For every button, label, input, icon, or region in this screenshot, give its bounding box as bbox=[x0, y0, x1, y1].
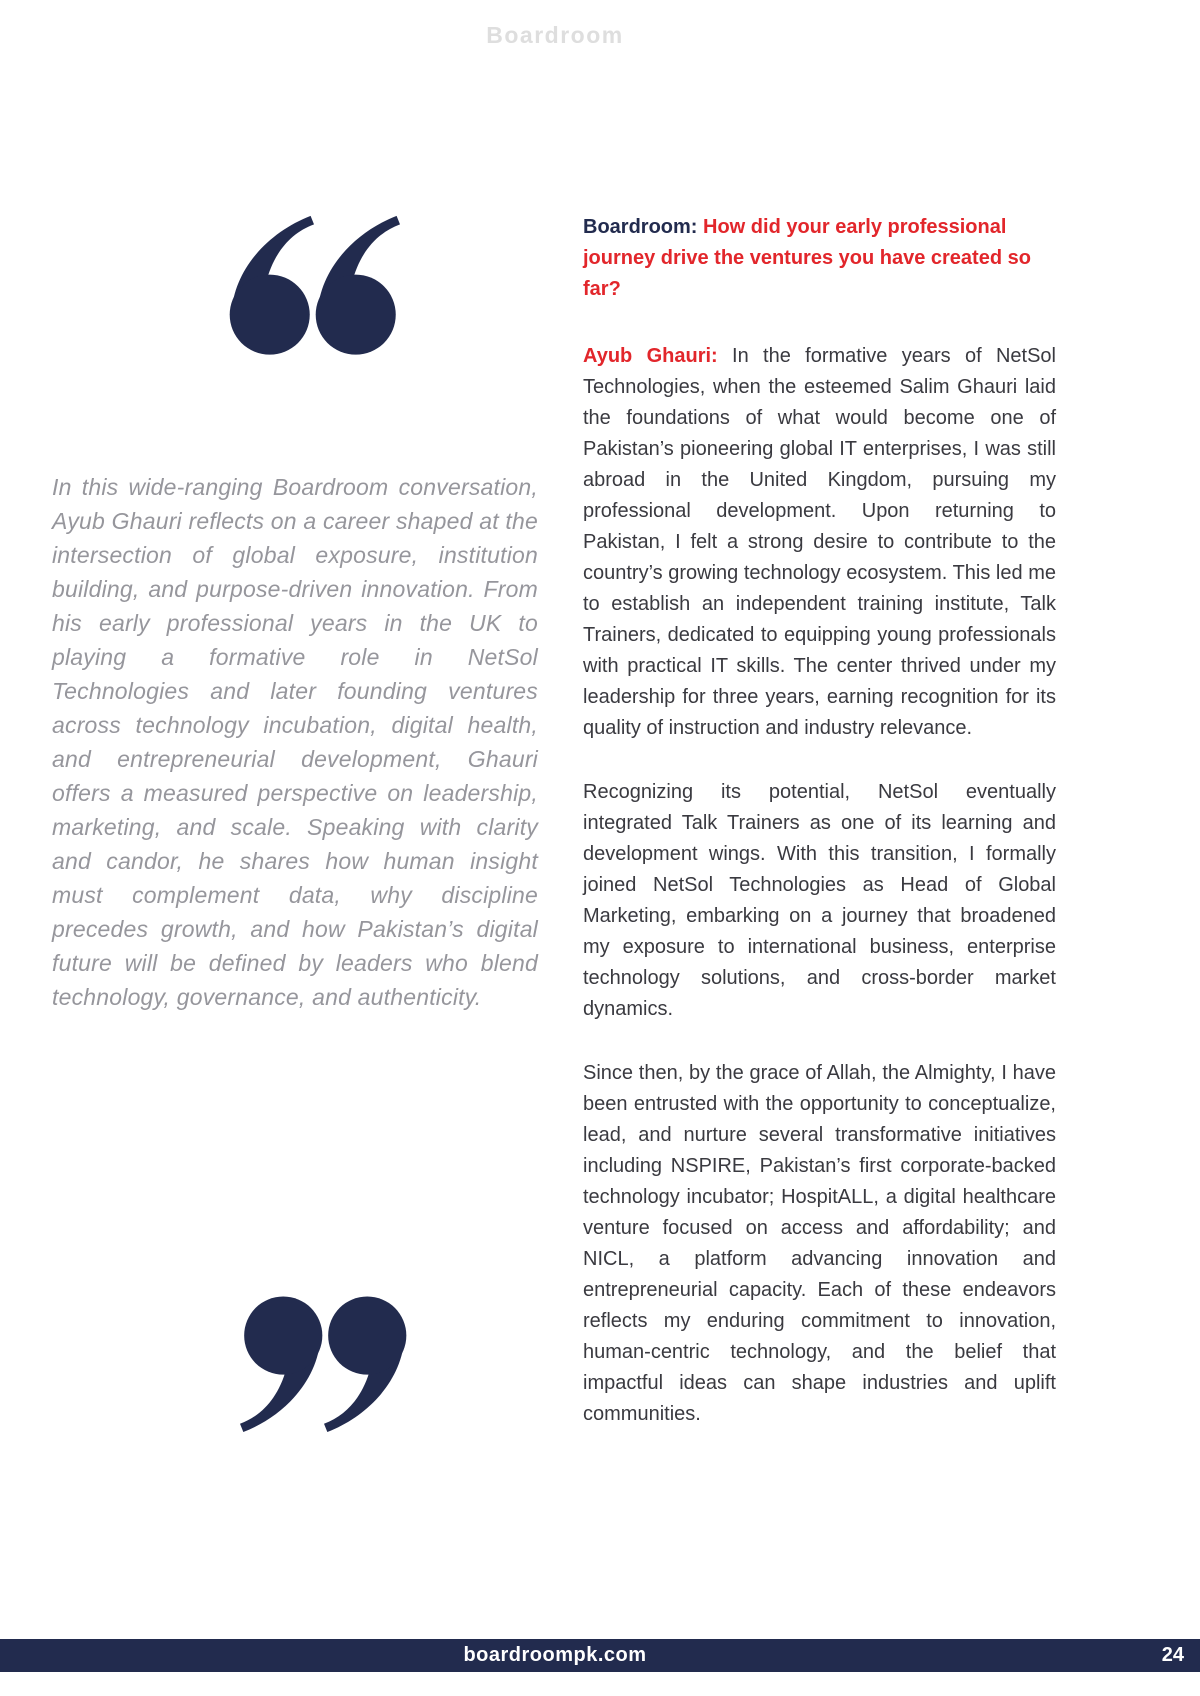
footer-bar bbox=[0, 1639, 1200, 1672]
answer-paragraph bbox=[583, 341, 1056, 744]
interview-column bbox=[583, 212, 1056, 1430]
answer-speaker-label: Ayub Ghauri: bbox=[583, 345, 718, 367]
answer-paragraph: Since then, by the grace of Allah, the Almighty, I have been entrusted with the opportunity to conceptualize, lead, and nurture several transformative initiatives including NSPIRE, Pakistan’s first corporate-backed technology incubator; HospitALL, a digital healthcare venture focused on access and affordability; and NICL, a platform advancing innovation and entrepreneurial capacity. Each of these endeavors reflects my enduring commitment to innovation, human-centric technology, and the belief that impactful ideas can shape industries and uplift communities. bbox=[583, 1062, 1056, 1425]
page-header-title: Boardroom bbox=[486, 22, 624, 48]
footer-website: boardroompk.com bbox=[463, 1644, 647, 1666]
question-text: How did your early professional journey drive the ventures you have created so far? bbox=[583, 216, 1031, 300]
question-speaker-label: Boardroom: bbox=[583, 216, 698, 238]
open-quote-icon bbox=[228, 213, 400, 355]
answer-paragraph-text: In the formative years of NetSol Technologies, when the esteemed Salim Ghauri laid the foundations of what would become one of Pakistan’s pioneering global IT enterprises, I was still abroad in the United Kingdom, pursuing my professional development. Upon returning to Pakistan, I felt a strong desire to contribute to the country’s growing technology ecosystem. This led me to establish an independent training institute, Talk Trainers, dedicated to equipping young professionals with practical IT skills. The center thrived under my leadership for three years, earning recognition for its quality of instruction and industry relevance. bbox=[583, 345, 1056, 739]
footer-page-number: 24 bbox=[1161, 1644, 1184, 1666]
pull-quote-text: In this wide-ranging Boardroom conversation, Ayub Ghauri reflects on a career shaped at the intersection of global exposure, institution building, and purpose-driven innovation. From his early professional years in the UK to playing a formative role in NetSol Technologies and later founding ventures across technology incubation, digital health, and entrepreneurial development, Ghauri offers a measured perspective on leadership, marketing, and scale. Speaking with clarity and candor, he shares how human insight must complement data, why discipline precedes growth, and how Pakistan’s digital future will be defined by leaders who blend technology, governance, and authenticity. bbox=[52, 474, 538, 1010]
answer-paragraph: Recognizing its potential, NetSol eventually integrated Talk Trainers as one of its learning and development wings. With this transition, I formally joined NetSol Technologies as Head of Global Marketing, embarking on a journey that broadened my exposure to international business, enterprise technology solutions, and cross-border market dynamics. bbox=[583, 781, 1056, 1020]
interview-question bbox=[583, 212, 1056, 305]
close-quote-icon bbox=[240, 1296, 408, 1435]
